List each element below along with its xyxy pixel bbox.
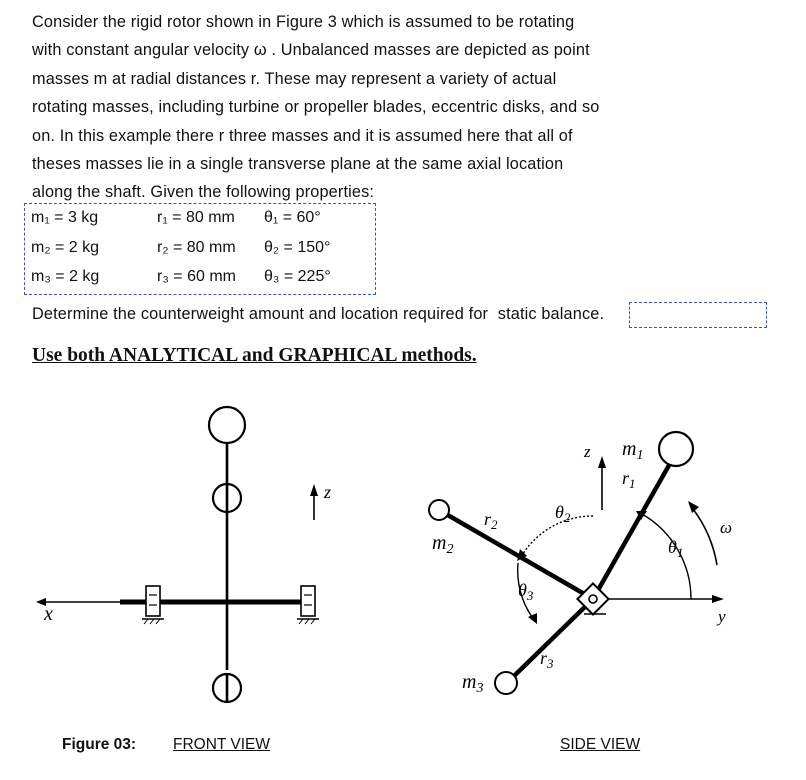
y-axis-label: y <box>718 607 726 626</box>
z-axis-label-side: z <box>584 442 591 461</box>
m2-label: $m_2$ <box>432 532 454 557</box>
omega-label: ω <box>720 518 733 537</box>
r2-label: $r_2$ <box>484 509 498 532</box>
method-instruction: Use both ANALYTICAL and GRAPHICAL methods. <box>32 345 477 366</box>
angle-value: θ₃ = 225° <box>264 268 331 285</box>
radius-value: r₁ = 80 mm <box>157 209 235 226</box>
r1-label: $r_1$ <box>622 468 636 491</box>
mass-value: m₃ = 2 kg <box>31 268 100 285</box>
theta1-label: $\theta_1$ <box>668 537 684 560</box>
problem-line: with constant angular velocity ω . Unbalanced masses are depicted as point <box>32 41 590 60</box>
problem-line: masses m at radial distances r. These may represent a variety of actual <box>32 69 557 88</box>
m3-label: $m_3$ <box>462 671 484 696</box>
task-prefix: Determine the counterweight amount and location required for <box>32 305 489 323</box>
m1-label: $m_1$ <box>622 438 644 463</box>
mass-value: m₁ = 3 kg <box>31 209 99 226</box>
front-view-drawing <box>36 407 319 702</box>
problem-line: on. In this example there r three masses and it is assumed here that all of <box>32 126 573 145</box>
z-axis-label-front: z <box>324 482 332 502</box>
theta3-label: $\theta_3$ <box>518 580 534 603</box>
problem-line: along the shaft. Given the following properties: <box>32 183 375 202</box>
problem-line: rotating masses, including turbine or propeller blades, eccentric disks, and so <box>32 98 600 117</box>
task-highlight: static balance <box>497 305 600 323</box>
angle-value: θ₁ = 60° <box>264 209 321 226</box>
mass-value: m₂ = 2 kg <box>31 239 100 256</box>
angle-value: θ₂ = 150° <box>264 239 331 256</box>
problem-line: theses masses lie in a single transverse plane at the same axial location <box>32 155 564 174</box>
radius-value: r₃ = 60 mm <box>157 268 236 285</box>
side-view-caption: SIDE VIEW <box>560 736 641 753</box>
figure-caption-label: Figure 03: <box>62 736 137 753</box>
radius-value: r₂ = 80 mm <box>157 239 236 256</box>
task-suffix: . <box>599 305 605 323</box>
theta2-label: $\theta_2$ <box>555 502 571 525</box>
x-axis-label: x <box>44 603 53 625</box>
r3-label: $r_3$ <box>540 648 554 671</box>
front-view-caption: FRONT VIEW <box>173 736 271 753</box>
side-view-drawing <box>429 432 724 694</box>
problem-line: Consider the rigid rotor shown in Figure 3 which is assumed to be rotating <box>32 13 575 31</box>
